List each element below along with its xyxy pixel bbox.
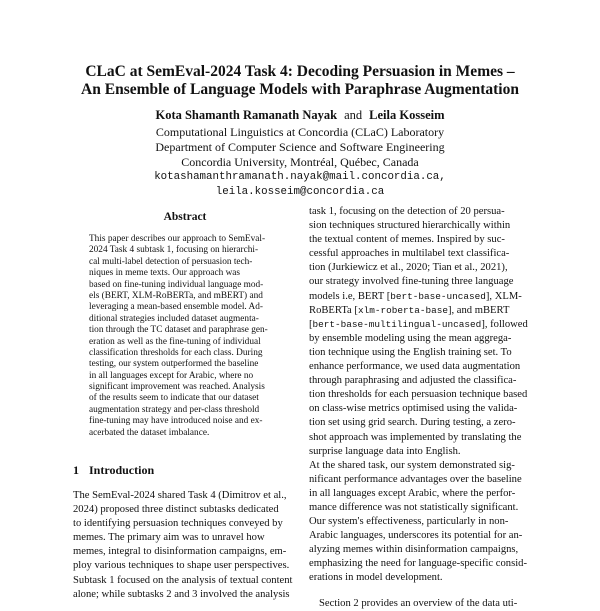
abstract-line: acerbated the dataset imbalance. [89,427,210,438]
section-number: 1 [73,463,79,477]
abstract-line: fine-tuning may have introduced noise and ex- [89,416,263,427]
body-line: emphasizing the need for language-specific consid- [309,558,527,570]
body-line: cessful approaches in multilabel text classifica- [309,248,510,260]
author-email[interactable]: kotashamanthramanath.nayak@mail.concordia.ca, [154,171,446,183]
body-line: The SemEval-2024 shared Task 4 (Dimitrov et al., [73,490,287,501]
abstract-line: augmentation strategy and per-class threshold [89,404,260,415]
body-line: by ensemble modeling using the mean aggrega- [309,332,512,344]
body-line: shot approach was implemented by translating the [309,431,522,443]
body-text: ], and mBERT [447,304,510,316]
section-heading-introduction [73,463,154,478]
body-line: Arabic languages, underscores its potential for an- [309,530,523,542]
abstract-line: classification thresholds for each class. During [89,347,263,358]
body-line: erations in model development. [309,572,443,584]
abstract-line: in all languages except for Arabic, where no [89,370,254,381]
body-line [309,318,535,332]
author-email[interactable]: leila.kosseim@concordia.ca [215,186,385,198]
body-text: RoBERTa [ [309,304,358,316]
body-text: ], followed [481,318,528,330]
body-text: [ [309,318,313,330]
abstract-line: of the results seem to indicate that our dataset [89,393,259,404]
body-line: memes, integral to disinformation campaigns, em- [73,546,287,558]
affiliation-line: Computational Linguistics at Concordia (CLaC) Laboratory [155,125,445,139]
body-line: in all languages except Arabic, where the perfor- [309,487,516,499]
body-line: to identifying persuasion techniques conveyed by [73,518,283,530]
abstract-line: tion through the TC dataset and paraphrase gen- [89,325,268,336]
body-line: Our system's effectiveness, particularly in non- [309,516,509,528]
body-line: on class-wise metrics optimised using the valida- [309,403,518,415]
author-separator: and [344,108,363,122]
body-line: through paraphrasing and adjusted the classifica- [309,375,517,387]
body-line: enhance performance, we used data augmentation [309,361,521,373]
paper-title-line-2: An Ensemble of Language Models with Paraphrase Augmentation [81,81,519,98]
body-line [309,290,535,304]
body-line: ploy various techniques to shape user perspectives. [73,560,290,572]
body-line: alone; while subtasks 2 and 3 involved the analysis [73,588,290,600]
body-line: tion (Jurkiewicz et al., 2020; Tian et al., 2021), [309,262,508,274]
abstract-line: 2024 Task 4 subtask 1, focusing on hierarchi- [89,245,259,256]
body-line [309,304,535,318]
abstract-line: els (BERT, XLM-RoBERTa, and mBERT) and [89,290,263,301]
body-line: nificant performance advantages over the baseline [309,473,522,485]
affiliation-line: Concordia University, Montréal, Québec, Canada [181,155,419,169]
body-line: Section 2 provides an overview of the data uti- [319,597,518,609]
body-line: tion technique using the English training set. To [309,346,512,358]
body-text: ], XLM- [485,290,522,302]
abstract-line: significant improvement was reached. Analysis [89,382,265,393]
body-line: tion thresholds for each persuasion technique based [309,389,528,401]
model-name-code: bert-base-multilingual-uncased [312,318,482,330]
abstract-line: testing, our system outperformed the baseline [89,359,259,370]
author-name: Leila Kosseim [369,108,445,122]
section-title: Introduction [89,463,155,477]
abstract-line: cal multi-label detection of persuasion tech- [89,256,253,267]
abstract-line: niques in meme texts. Our approach was [89,268,241,279]
affiliation-line: Department of Computer Science and Software Engineering [155,140,445,154]
model-name-code: bert-base-uncased [390,290,486,302]
introduction-body [73,489,299,602]
body-line: alyzing memes within disinformation campaigns, [309,544,519,556]
paragraph-gap [309,586,535,597]
body-line: the textual content of memes. Inspired by suc- [309,234,505,246]
author-list [0,108,600,123]
body-line: our strategy involved fine-tuning three language [309,276,514,288]
author-name: Kota Shamanth Ramanath Nayak [155,108,338,122]
right-column-body [309,205,535,611]
body-line: At the shared task, our system demonstrated sig- [309,459,515,471]
paper-title-line-1: CLaC at SemEval-2024 Task 4: Decoding Persuasion in Memes – [85,63,515,80]
abstract-line: This paper describes our approach to SemEval- [89,234,266,244]
body-text: models i.e, BERT [ [309,290,391,302]
model-name-code: xlm-roberta-base [357,304,448,316]
abstract-body [89,234,283,439]
body-line: 2024) proposed three distinct subtasks dedicated [73,504,279,516]
abstract-line: leveraging a mean-based ensemble model. Ad- [89,302,263,313]
body-line: surprise language data into English. [309,445,461,457]
body-line: task 1, focusing on the detection of 20 persua- [309,206,505,217]
body-line: memes. The primary aim was to unravel how [73,532,265,544]
body-line: sion techniques structured hierarchically within [309,220,511,232]
body-line: tion set using grid search. During testing, a zero- [309,417,516,429]
body-line: mance difference was not statistically significant. [309,501,519,513]
abstract-heading: Abstract [163,211,207,223]
abstract-line: eration as well as the fine-tuning of individual [89,336,261,347]
body-line: Subtask 1 focused on the analysis of textual content [73,574,293,586]
abstract-line: based on fine-tuning individual language mod- [89,279,264,290]
abstract-line: ditional strategies included dataset augmenta- [89,313,259,324]
